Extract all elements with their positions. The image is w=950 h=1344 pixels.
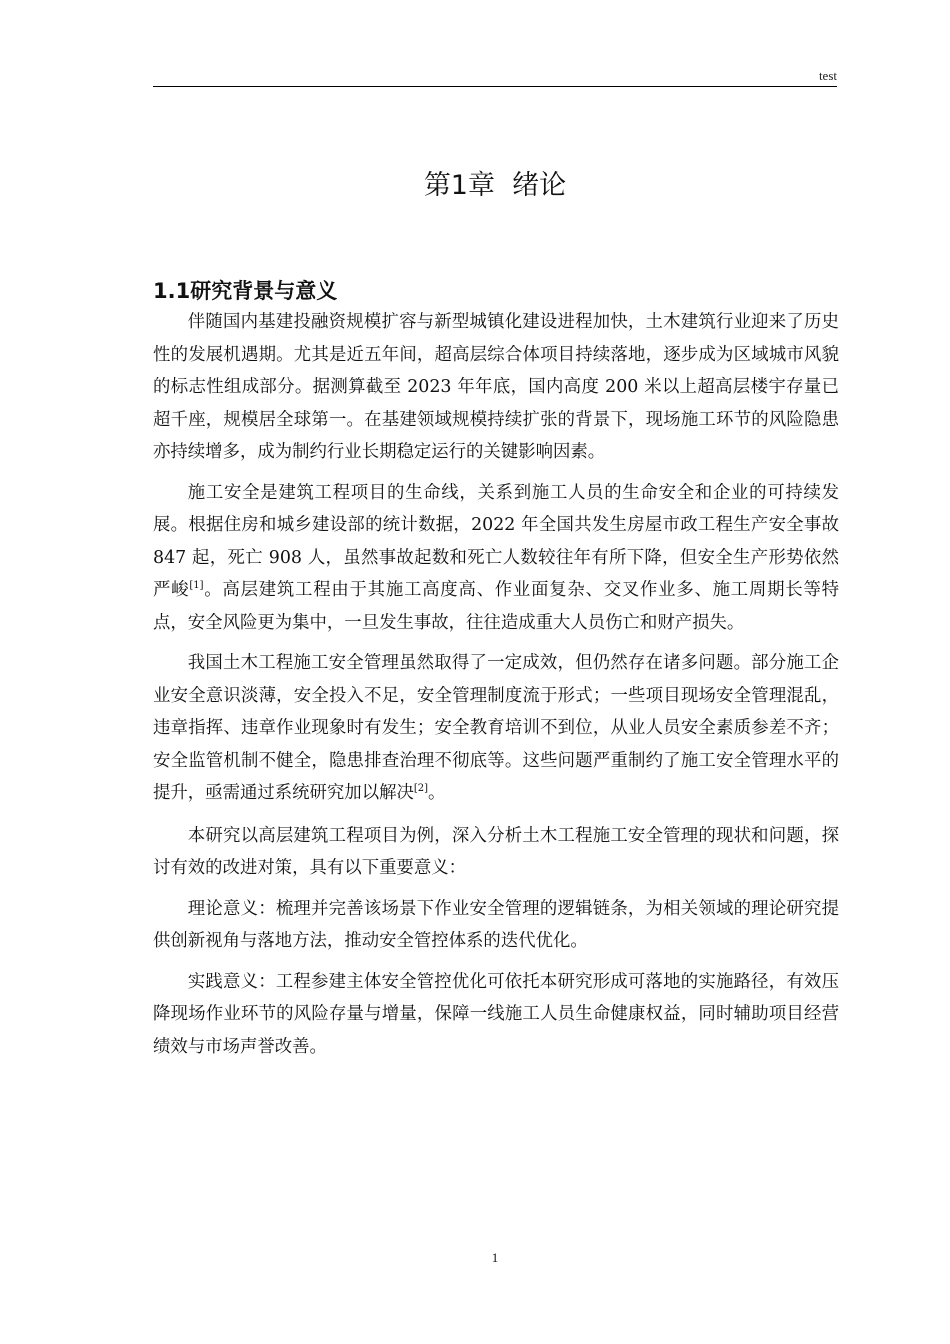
page-number: 1 bbox=[491, 1250, 499, 1265]
paragraph-significance-intro: 本研究以高层建筑工程项目为例，深入分析土木工程施工安全管理的现状和问题，探讨有效的改进对策，具有以下重要意义： bbox=[153, 825, 839, 878]
section-heading: 1.1研究背景与意义 bbox=[153, 279, 338, 304]
body-text bbox=[153, 306, 839, 1071]
header-rule bbox=[153, 86, 837, 87]
citation-2[interactable]: [2] bbox=[413, 783, 429, 794]
paragraph-problems: 我国土木工程施工安全管理虽然取得了一定成效，但仍然存在诸多问题。部分施工企业安全意识淡薄，安全投入不足，安全管理制度流于形式；一些项目现场安全管理混乱，违章指挥、违章作业现象时有发生；安全教育培训不到位，从业人员安全素质参差不齐；安全监管机制不健全，隐患排查治理不彻底等。这些问题严重制约了施工安全管理水平的提升，亟需通过系统研究加以解决[2]。 bbox=[153, 653, 839, 803]
paragraph-safety-statistics: 施工安全是建筑工程项目的生命线，关系到施工人员的生命安全和企业的可持续发展。根据住房和城乡建设部的统计数据，2022 年全国共发生房屋市政工程生产安全事故 847 起，死亡 908 人，虽然事故起数和死亡人数较往年有所下降，但安全生产形势依然严峻[1]。高层建筑工程由于其施工高度高、作业面复杂、交叉作业多、施工周期长等特点，安全风险更为集中，一旦发生事故，往往造成重大人员伤亡和财产损失。 bbox=[153, 482, 839, 633]
chapter-number: 第1章 bbox=[423, 170, 495, 202]
paragraph-practical-significance: 实践意义：工程参建主体安全管控优化可依托本研究形成可落地的实施路径，有效压降现场作业环节的风险存量与增量，保障一线施工人员生命健康权益，同时辅助项目经营绩效与市场声誉改善。 bbox=[153, 971, 839, 1057]
chapter-name: 绪论 bbox=[512, 170, 567, 202]
paragraph-background: 伴随国内基建投融资规模扩容与新型城镇化建设进程加快，土木建筑行业迎来了历史性的发展机遇期。尤其是近五年间，超高层综合体项目持续落地，逐步成为区域城市风貌的标志性组成部分。据测算截至 2023 年年底，国内高度 200 米以上超高层楼宇存量已超千座，规模居全球第一。在基建领域规模持续扩张的背景下，现场施工环节的风险隐患亦持续增多，成为制约行业长期稳定运行的关键影响因素。 bbox=[153, 312, 839, 462]
running-header: test bbox=[818, 68, 837, 83]
citation-1[interactable]: [1] bbox=[189, 580, 204, 591]
paragraph-theoretical-significance: 理论意义：梳理并完善该场景下作业安全管理的逻辑链条，为相关领域的理论研究提供创新视角与落地方法，推动安全管控体系的迭代优化。 bbox=[153, 898, 839, 951]
chapter-title bbox=[0, 163, 950, 202]
